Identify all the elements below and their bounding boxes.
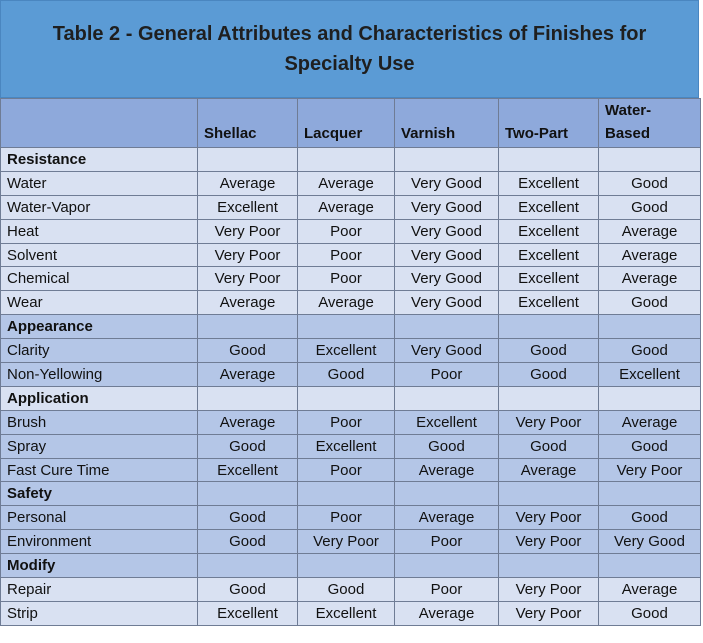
row-label: Spray — [1, 434, 198, 458]
table-row — [1, 578, 701, 602]
rating-cell: Excellent — [198, 195, 298, 219]
row-label: Environment — [1, 530, 198, 554]
rating-cell: Excellent — [298, 601, 395, 625]
rating-cell: Excellent — [298, 434, 395, 458]
rating-cell: Average — [499, 458, 599, 482]
section-row — [1, 482, 701, 506]
empty-cell — [298, 386, 395, 410]
rating-cell: Good — [499, 434, 599, 458]
rating-cell: Very Good — [395, 243, 499, 267]
empty-cell — [499, 386, 599, 410]
table-row — [1, 434, 701, 458]
finishes-table — [0, 98, 701, 626]
empty-cell — [298, 554, 395, 578]
rating-cell: Very Good — [395, 195, 499, 219]
rating-cell: Good — [599, 195, 701, 219]
empty-cell — [198, 315, 298, 339]
empty-cell — [599, 386, 701, 410]
rating-cell: Good — [499, 339, 599, 363]
empty-cell — [395, 315, 499, 339]
row-label: Clarity — [1, 339, 198, 363]
row-label: Strip — [1, 601, 198, 625]
rating-cell: Average — [599, 578, 701, 602]
rating-cell: Excellent — [499, 219, 599, 243]
empty-cell — [599, 315, 701, 339]
section-label: Resistance — [1, 148, 198, 172]
rating-cell: Very Poor — [499, 530, 599, 554]
table-row — [1, 243, 701, 267]
rating-cell: Good — [499, 363, 599, 387]
row-label: Water — [1, 171, 198, 195]
rating-cell: Poor — [298, 219, 395, 243]
row-label: Heat — [1, 219, 198, 243]
rating-cell: Excellent — [499, 171, 599, 195]
table-row — [1, 291, 701, 315]
rating-cell: Very Good — [395, 267, 499, 291]
rating-cell: Excellent — [298, 339, 395, 363]
table-title: Table 2 - General Attributes and Characteristics of Finishes for Specialty Use — [52, 23, 647, 75]
empty-cell — [599, 554, 701, 578]
section-row — [1, 554, 701, 578]
section-label: Safety — [1, 482, 198, 506]
table-row — [1, 601, 701, 625]
rating-cell: Average — [599, 243, 701, 267]
empty-cell — [499, 482, 599, 506]
rating-cell: Average — [599, 219, 701, 243]
header-cell-blank — [1, 99, 198, 148]
empty-cell — [298, 482, 395, 506]
rating-cell: Good — [599, 601, 701, 625]
header-cell-lacquer: Lacquer — [298, 99, 395, 148]
rating-cell: Good — [599, 506, 701, 530]
section-label: Application — [1, 386, 198, 410]
empty-cell — [395, 148, 499, 172]
table-row — [1, 171, 701, 195]
header-cell-two-part: Two-Part — [499, 99, 599, 148]
empty-cell — [198, 148, 298, 172]
rating-cell: Good — [198, 578, 298, 602]
rating-cell: Average — [198, 410, 298, 434]
rating-cell: Very Poor — [198, 267, 298, 291]
rating-cell: Very Good — [395, 219, 499, 243]
header-cell-water-based: Water- Based — [599, 99, 701, 148]
row-label: Water-Vapor — [1, 195, 198, 219]
rating-cell: Average — [298, 195, 395, 219]
rating-cell: Very Poor — [298, 530, 395, 554]
section-label: Modify — [1, 554, 198, 578]
rating-cell: Average — [395, 601, 499, 625]
table-row — [1, 195, 701, 219]
rating-cell: Very Poor — [198, 243, 298, 267]
rating-cell: Average — [198, 291, 298, 315]
rating-cell: Excellent — [198, 458, 298, 482]
rating-cell: Average — [298, 171, 395, 195]
rating-cell: Poor — [395, 363, 499, 387]
rating-cell: Good — [198, 339, 298, 363]
rating-cell: Very Poor — [499, 578, 599, 602]
rating-cell: Very Poor — [499, 601, 599, 625]
section-row — [1, 148, 701, 172]
row-label: Non-Yellowing — [1, 363, 198, 387]
row-label: Brush — [1, 410, 198, 434]
table-row — [1, 219, 701, 243]
empty-cell — [198, 386, 298, 410]
empty-cell — [599, 148, 701, 172]
rating-cell: Average — [599, 410, 701, 434]
rating-cell: Good — [198, 434, 298, 458]
table-row — [1, 506, 701, 530]
empty-cell — [499, 315, 599, 339]
empty-cell — [599, 482, 701, 506]
empty-cell — [395, 386, 499, 410]
rating-cell: Very Good — [395, 291, 499, 315]
rating-cell: Poor — [298, 506, 395, 530]
rating-cell: Good — [198, 506, 298, 530]
rating-cell: Excellent — [599, 363, 701, 387]
rating-cell: Very Poor — [599, 458, 701, 482]
rating-cell: Good — [599, 291, 701, 315]
section-label: Appearance — [1, 315, 198, 339]
rating-cell: Very Good — [395, 171, 499, 195]
rating-cell: Good — [198, 530, 298, 554]
rating-cell: Average — [395, 506, 499, 530]
empty-cell — [395, 554, 499, 578]
table-row — [1, 410, 701, 434]
rating-cell: Good — [599, 434, 701, 458]
header-cell-shellac: Shellac — [198, 99, 298, 148]
rating-cell: Good — [599, 339, 701, 363]
rating-cell: Poor — [395, 530, 499, 554]
empty-cell — [198, 554, 298, 578]
rating-cell: Poor — [298, 410, 395, 434]
row-label: Fast Cure Time — [1, 458, 198, 482]
rating-cell: Excellent — [198, 601, 298, 625]
rating-cell: Very Poor — [499, 506, 599, 530]
rating-cell: Average — [395, 458, 499, 482]
empty-cell — [499, 554, 599, 578]
rating-cell: Poor — [298, 267, 395, 291]
empty-cell — [298, 148, 395, 172]
rating-cell: Excellent — [395, 410, 499, 434]
rating-cell: Average — [198, 363, 298, 387]
row-label: Solvent — [1, 243, 198, 267]
table-row — [1, 339, 701, 363]
header-cell-varnish: Varnish — [395, 99, 499, 148]
table-row — [1, 267, 701, 291]
rating-cell: Average — [599, 267, 701, 291]
section-row — [1, 386, 701, 410]
table-title-band — [0, 0, 699, 98]
table-body — [1, 148, 701, 626]
rating-cell: Good — [298, 578, 395, 602]
empty-cell — [198, 482, 298, 506]
rating-cell: Excellent — [499, 291, 599, 315]
rating-cell: Poor — [298, 458, 395, 482]
row-label: Repair — [1, 578, 198, 602]
row-label: Wear — [1, 291, 198, 315]
table-row — [1, 530, 701, 554]
empty-cell — [298, 315, 395, 339]
rating-cell: Good — [395, 434, 499, 458]
row-label: Personal — [1, 506, 198, 530]
table-row — [1, 363, 701, 387]
rating-cell: Good — [599, 171, 701, 195]
rating-cell: Poor — [298, 243, 395, 267]
rating-cell: Poor — [395, 578, 499, 602]
empty-cell — [499, 148, 599, 172]
rating-cell: Excellent — [499, 243, 599, 267]
rating-cell: Very Good — [599, 530, 701, 554]
empty-cell — [395, 482, 499, 506]
header-row — [1, 99, 701, 148]
rating-cell: Excellent — [499, 267, 599, 291]
rating-cell: Very Good — [395, 339, 499, 363]
rating-cell: Average — [198, 171, 298, 195]
rating-cell: Excellent — [499, 195, 599, 219]
rating-cell: Very Poor — [499, 410, 599, 434]
rating-cell: Average — [298, 291, 395, 315]
table-row — [1, 458, 701, 482]
rating-cell: Very Poor — [198, 219, 298, 243]
row-label: Chemical — [1, 267, 198, 291]
rating-cell: Good — [298, 363, 395, 387]
section-row — [1, 315, 701, 339]
